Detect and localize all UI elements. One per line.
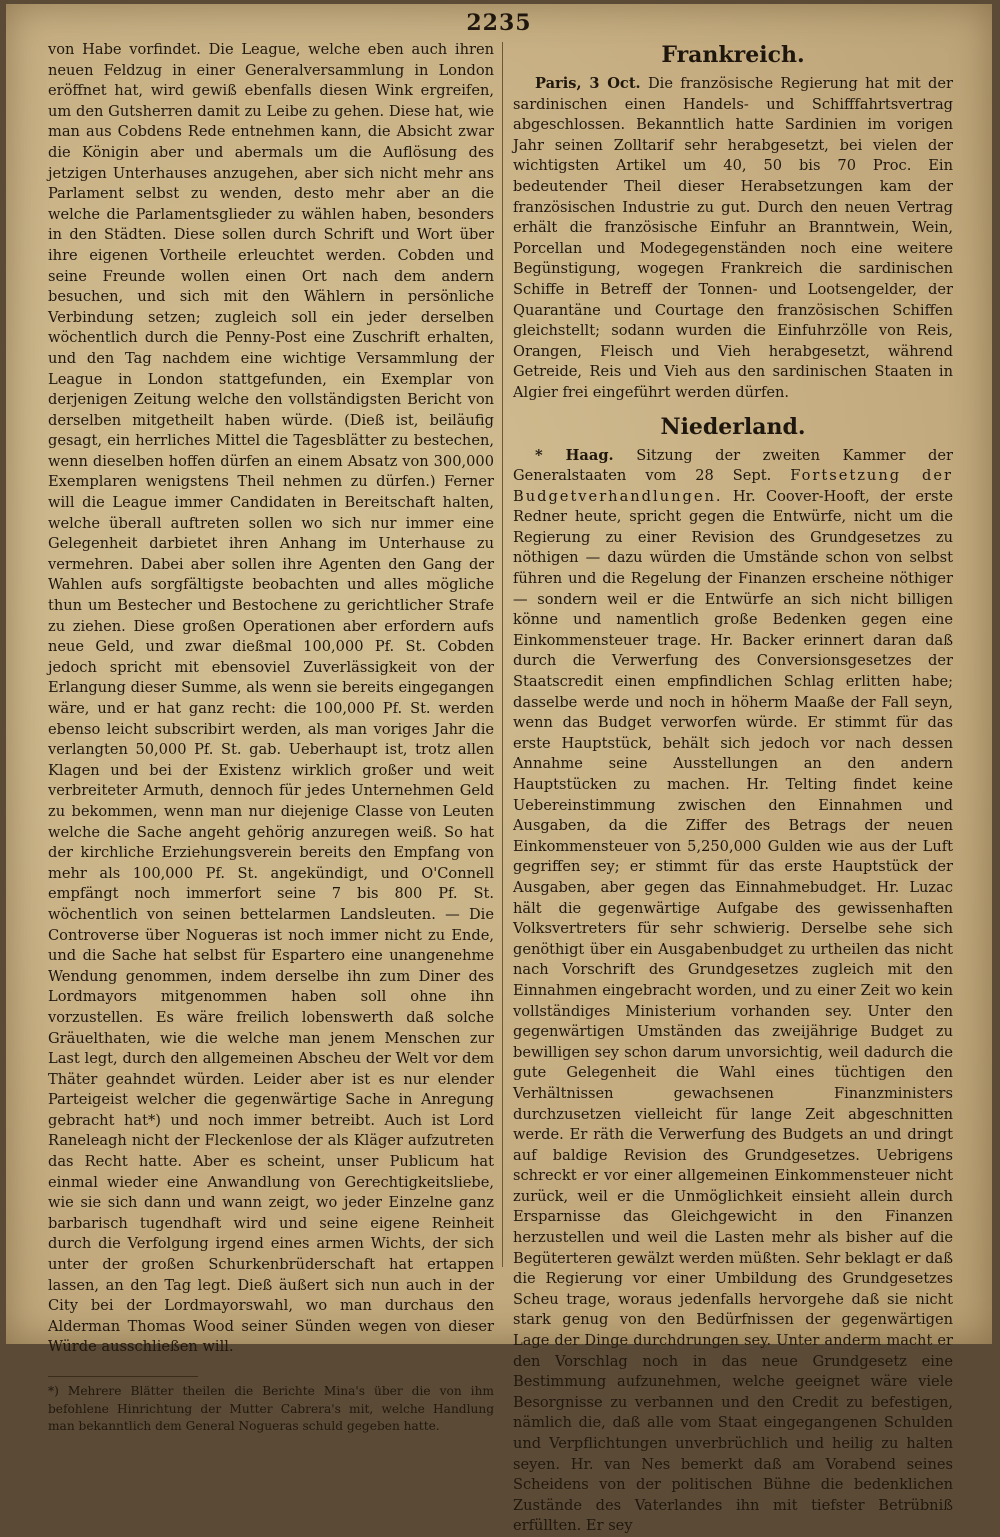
- footnote-divider: [48, 1376, 198, 1377]
- section-heading-niederland: Niederland.: [660, 413, 806, 440]
- article-niederland: [513, 446, 953, 1537]
- footnote: *) Mehrere Blätter theilen die Berichte Mina's über die von ihm befohlene Hinrichtung der Mutter Cabrera's mit, welche Handlung man bekanntlich dem General Nogueras schuld gegeben hatte.: [48, 1384, 494, 1433]
- dateline-paris: Paris, 3 Oct.: [535, 75, 641, 92]
- dateline-haag: * Haag.: [535, 446, 614, 464]
- right-column: [513, 40, 953, 1537]
- left-column: [48, 40, 494, 1436]
- article-text-niederland: Hr. Coover-Hooft, der erste Redner heute, spricht gegen die Entwürfe, nicht um die Regierung zu einer Revision des Grundgesetzes zu nöthigen — dazu würden die Umstände schon von selbst führen und die Regelung der Finanzen erscheine nöthiger — sondern weil er die Entwürfe an sich nicht billigen könne und namentlich große Bedenken gegen eine Einkommensteuer trage. Hr. Backer erinnert daran daß durch die Verwerfung des Conversionsgesetzes der Staatscredit einen empfindlichen Schlag erlitten habe; dasselbe werde und noch in höherm Maaße der Fall seyn, wenn das Budget verworfen würde. Er stimmt für das erste Hauptstück, behält sich jedoch vor nach dessen Annahme seine Ausstellungen an den andern Hauptstücken zu machen. Hr. Telting findet keine Uebereinstimmung zwischen den Einnahmen und Ausgaben, da die Ziffer des Betrags der neuen Einkommensteuer von 5,250,000 Gulden wie aus der Luft gegriffen sey; er stimmt für das erste Hauptstück der Ausgaben, aber gegen das Einnahmebudget. Hr. Luzac hält die gegenwärtige Aufgabe des gewissenhaften Volksvertreters für sehr schwierig. Derselbe sehe sich genöthigt über ein Ausgabenbudget zu urtheilen das nicht nach Vorschrift des Grundgesetzes zugleich mit den Einnahmen eingebracht worden, und zu einer Zeit wo kein vollständiges Ministerium vorhanden sey. Unter den gegenwärtigen Umständen das zweijährige Budget zu bewilligen sey schon darum unvorsichtig, weil dadurch die gute Gelegenheit die Wahl eines tüchtigen den Verhältnissen gewachsenen Finanzministers durchzusetzen vielleicht für lange Zeit abgeschnitten werde. Er räth die Verwerfung des Budgets an und dringt auf baldige Revision des Grundgesetzes. Uebrigens schreckt er vor einer allgemeinen Einkommensteuer nicht zurück, weil er die Unmöglichkeit einsieht allein durch Ersparnisse das Gleichgewicht in den Finanzen herzustellen und weil die Lasten mehr als bisher auf die Begüterteren gewälzt werden müßten. Sehr beklagt er daß die Regierung vor einer Umbildung des Grundgesetzes Scheu trage, woraus jedenfalls hervorgehe daß sie nicht stark genug von den Bedürfnissen der gegenwärtigen Lage der Dinge durchdrungen sey. Unter anderm macht er den Vorschlag noch in das neue Grundgesetz eine Bestimmung aufzunehmen, welche geeignet wäre viele Besorgnisse zu verbannen und den Credit zu befestigen, nämlich die, daß alle vom Staat eingegangenen Schulden und Verpflichtungen unverbrüchlich und heilig zu halten seyen. Hr. van Nes bemerkt daß am Vorabend seines Scheidens von der politischen Bühne die bedenklichen Zustände des Vaterlandes ihn mit tiefster Betrübniß erfüllten. Er sey: [513, 487, 953, 1535]
- article-frankreich: [513, 74, 953, 404]
- article-subheading-budget: Fortsetzung der Budgetverhandlungen.: [513, 467, 954, 505]
- page-number: 2235: [466, 10, 532, 36]
- article-lead-niederland: Sitzung der zweiten Kammer der Generalstaaten vom 28 Sept.: [513, 446, 954, 485]
- section-heading-frankreich: Frankreich.: [661, 42, 805, 68]
- article-text-left: von Habe vorfindet. Die League, welche eben auch ihren neuen Feldzug in einer Generalversammlung in London eröffnet hat, wird gewiß ebenfalls diesen Wink ergreifen, um den Gutsherren damit zu Leibe zu gehen. Diese hat, wie man aus Cobdens Rede entnehmen kann, die Absicht zwar die Königin aber und abermals um die Auflösung des jetzigen Unterhauses anzugehen, aber sich nicht mehr ans Parlament selbst zu wenden, desto mehr aber an die welche die Parlamentsglieder zu wählen haben, besonders in den Städten. Diese sollen durch Schrift und Wort über ihre eigenen Vortheile erleuchtet werden. Cobden und seine Freunde wollen einen Ort nach dem andern besuchen, und sich mit den Wählern in persönliche Verbindung setzen; zugleich soll ein jeder derselben wöchentlich durch die Penny-Post eine Zuschrift erhalten, und den Tag nachdem eine wichtige Versammlung der League in London stattgefunden, ein Exemplar von derjenigen Zeitung welche den vollständigsten Bericht von derselben mitgetheilt haben würde. (Dieß ist, beiläufig gesagt, ein herrliches Mittel die Tagesblätter zu bestechen, wenn dieselben hoffen dürfen an einem Absatz von 300,000 Exemplaren wenigstens Theil nehmen zu dürfen.) Ferner will die League immer Candidaten in Bereitschaft halten, welche überall auftreten sollen wo sich nur immer eine Gelegenheit darbietet ihren Anhang im Unterhause zu vermehren. Dabei aber sollen ihre Agenten den Gang der Wahlen aufs sorgfältigste beobachten und alles mögliche thun um Bestecher und Bestochene zu gerichtlicher Strafe zu ziehen. Diese großen Operationen aber erfordern aufs neue Geld, und zwar dießmal 100,000 Pf. St. Cobden jedoch spricht mit ebensoviel Zuverlässigkeit von der Erlangung dieser Summe, als wenn sie bereits eingegangen wäre, und er hat ganz recht: die 100,000 Pf. St. werden ebenso leicht subscribirt werden, als man voriges Jahr die verlangten 50,000 Pf. St. gab. Ueberhaupt ist, trotz allen Klagen und bei der Existenz wirklich großer und weit verbreiteter Armuth, dennoch für jedes Unternehmen Geld zu bekommen, wenn man nur diejenige Classe von Leuten welche die Sache angeht gehörig anzuregen weiß. So hat der kirchliche Erziehungsverein bereits den Empfang von mehr als 100,000 Pf. St. angekündigt, und O'Connell empfängt noch immerfort seine 7 bis 800 Pf. St. wöchentlich von seinen bettelarmen Landsleuten. — Die Controverse über Nogueras ist noch immer nicht zu Ende, und die Sache hat selbst für Espartero eine unangenehme Wendung genommen, indem derselbe ihn zum Diner des Lordmayors mitgenommen haben soll ohne ihn vorzustellen. Es wäre freilich lobenswerth daß solche Gräuelthaten, wie die welche man jenem Menschen zur Last legt, durch den allgemeinen Abscheu der Welt vor dem Thäter geahndet würden. Leider aber ist es nur elender Parteigeist welcher die gegenwärtige Sache in Anregung gebracht hat*) und noch immer betreibt. Auch ist Lord Raneleagh nicht der Fleckenlose der als Kläger aufzutreten das Recht hatte. Aber es scheint, unser Publicum hat einmal wieder eine Anwandlung von Gerechtigkeitsliebe, wie sie sich dann und wann zeigt, wo jeder Einzelne ganz barbarisch tugendhaft wird und seine eigene Reinheit durch die Verfolgung irgend eines armen Wichts, der sich unter der großen Schurkenbrüderschaft hat ertappen lassen, an den Tag legt. Dieß äußert sich nun auch in der City bei der Lordmayorswahl, wo man durchaus den Alderman Thomas Wood seiner Sünden wegen von dieser Würde ausschließen will.: [48, 41, 494, 1356]
- newspaper-page: [6, 4, 992, 1535]
- column-divider: [502, 42, 503, 1267]
- article-text-frankreich: Die französische Regierung hat mit der sardinischen einen Handels- und Schifffahrtsvertrag abgeschlossen. Bekanntlich hatte Sardinien im vorigen Jahr seinen Zolltarif sehr herabgesetzt, bei vielen der wichtigsten Artikel um 40, 50 bis 70 Proc. Ein bedeutender Theil dieser Herabsetzungen kam der französischen Industrie zu gut. Durch den neuen Vertrag erhält die französische Einfuhr an Branntwein, Wein, Porcellan und Modegegenständen noch eine weitere Begünstigung, wogegen Frankreich die sardinischen Schiffe in Betreff der Tonnen- und Lootsengelder, der Quarantäne und Courtage den französischen Schiffen gleichstellt; sodann wurden die Einfuhrzölle von Reis, Orangen, Fleisch und Vieh herabgesetzt, während Getreide, Reis und Vieh aus den sardinischen Staaten in Algier frei eingeführt werden dürfen.: [513, 75, 954, 401]
